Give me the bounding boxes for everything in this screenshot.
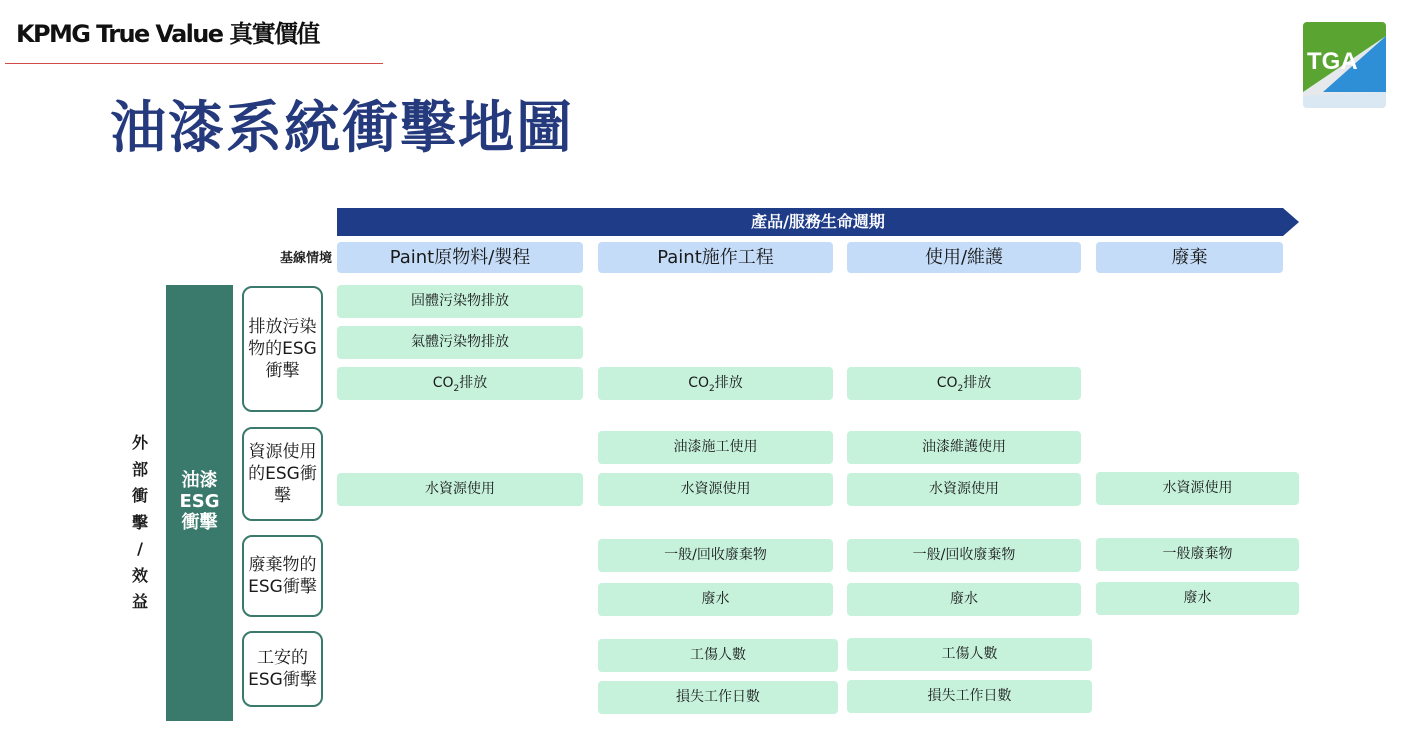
cell-general-recycle-waste-application: 一般/回收廢棄物 [598,539,833,572]
category-emissions [242,286,323,412]
stage-raw-material: Paint原物料/製程 [337,242,583,273]
outer-impact-label [130,430,150,616]
main-label-line: ESG [179,491,220,512]
cell-injured-use: 工傷人數 [847,638,1092,671]
stage-disposal: 廢棄 [1096,242,1283,273]
lifecycle-label: 產品/服務生命週期 [751,212,885,231]
cell-solid-pollutant: 固體污染物排放 [337,285,583,318]
outer-label-char: 外 [131,433,148,452]
cell-general-recycle-waste-use: 一般/回收廢棄物 [847,539,1081,572]
cell-wastewater-use: 廢水 [847,583,1081,616]
tga-logo-graphic [1303,22,1386,108]
cell-co2-raw: $CO_2$排放 [337,367,583,400]
outer-label-char: / [137,539,143,558]
main-label-line: 衝擊 [181,512,218,533]
cell-general-waste-disposal: 一般廢棄物 [1096,538,1299,571]
cell-water-application: 水資源使用 [598,473,833,506]
stage-use-maintenance: 使用/維護 [847,242,1081,273]
page-title: 油漆系統衝擊地圖 [110,96,574,161]
cell-paint-maintenance-use: 油漆維護使用 [847,431,1081,464]
outer-label-char: 擊 [131,512,148,532]
cell-co2-use: $CO_2$排放 [847,367,1081,400]
main-label-line: 油漆 [181,470,218,491]
category-label: 排放污染物的ESG衝擊 [248,317,317,381]
cell-co2-application: $CO_2$排放 [598,367,833,400]
cell-water-disposal: 水資源使用 [1096,472,1299,505]
cell-wastewater-application: 廢水 [598,583,833,616]
cell-water-use: 水資源使用 [847,473,1081,506]
stage-application: Paint施作工程 [598,242,833,273]
outer-label-char: 衝 [131,486,148,505]
cell-gas-pollutant: 氣體污染物排放 [337,326,583,359]
outer-label-char: 效 [131,565,148,585]
outer-label-char: 部 [131,459,148,479]
category-label: 資源使用的ESG衝擊 [248,442,317,506]
outer-label-char: 益 [131,592,148,611]
cell-paint-application-use: 油漆施工使用 [598,431,833,464]
category-label: 工安的ESG衝擊 [248,648,317,690]
header-divider [5,63,383,64]
cell-water-raw: 水資源使用 [337,473,583,506]
category-resources [242,427,323,521]
cell-lost-workdays-application: 損失工作日數 [598,681,838,714]
tga-logo [1303,22,1386,108]
category-waste [242,535,323,617]
category-safety [242,631,323,707]
cell-injured-application: 工傷人數 [598,639,838,672]
cell-lost-workdays-use: 損失工作日數 [847,680,1092,713]
tga-logo-text: TGA [1307,48,1358,75]
paint-esg-impact-label [166,470,233,533]
brand-header: KPMG True Value 真實價值 [16,20,319,48]
cell-wastewater-disposal: 廢水 [1096,582,1299,615]
category-label: 廢棄物的ESG衝擊 [248,555,317,597]
baseline-label: 基線情境 [279,251,332,266]
